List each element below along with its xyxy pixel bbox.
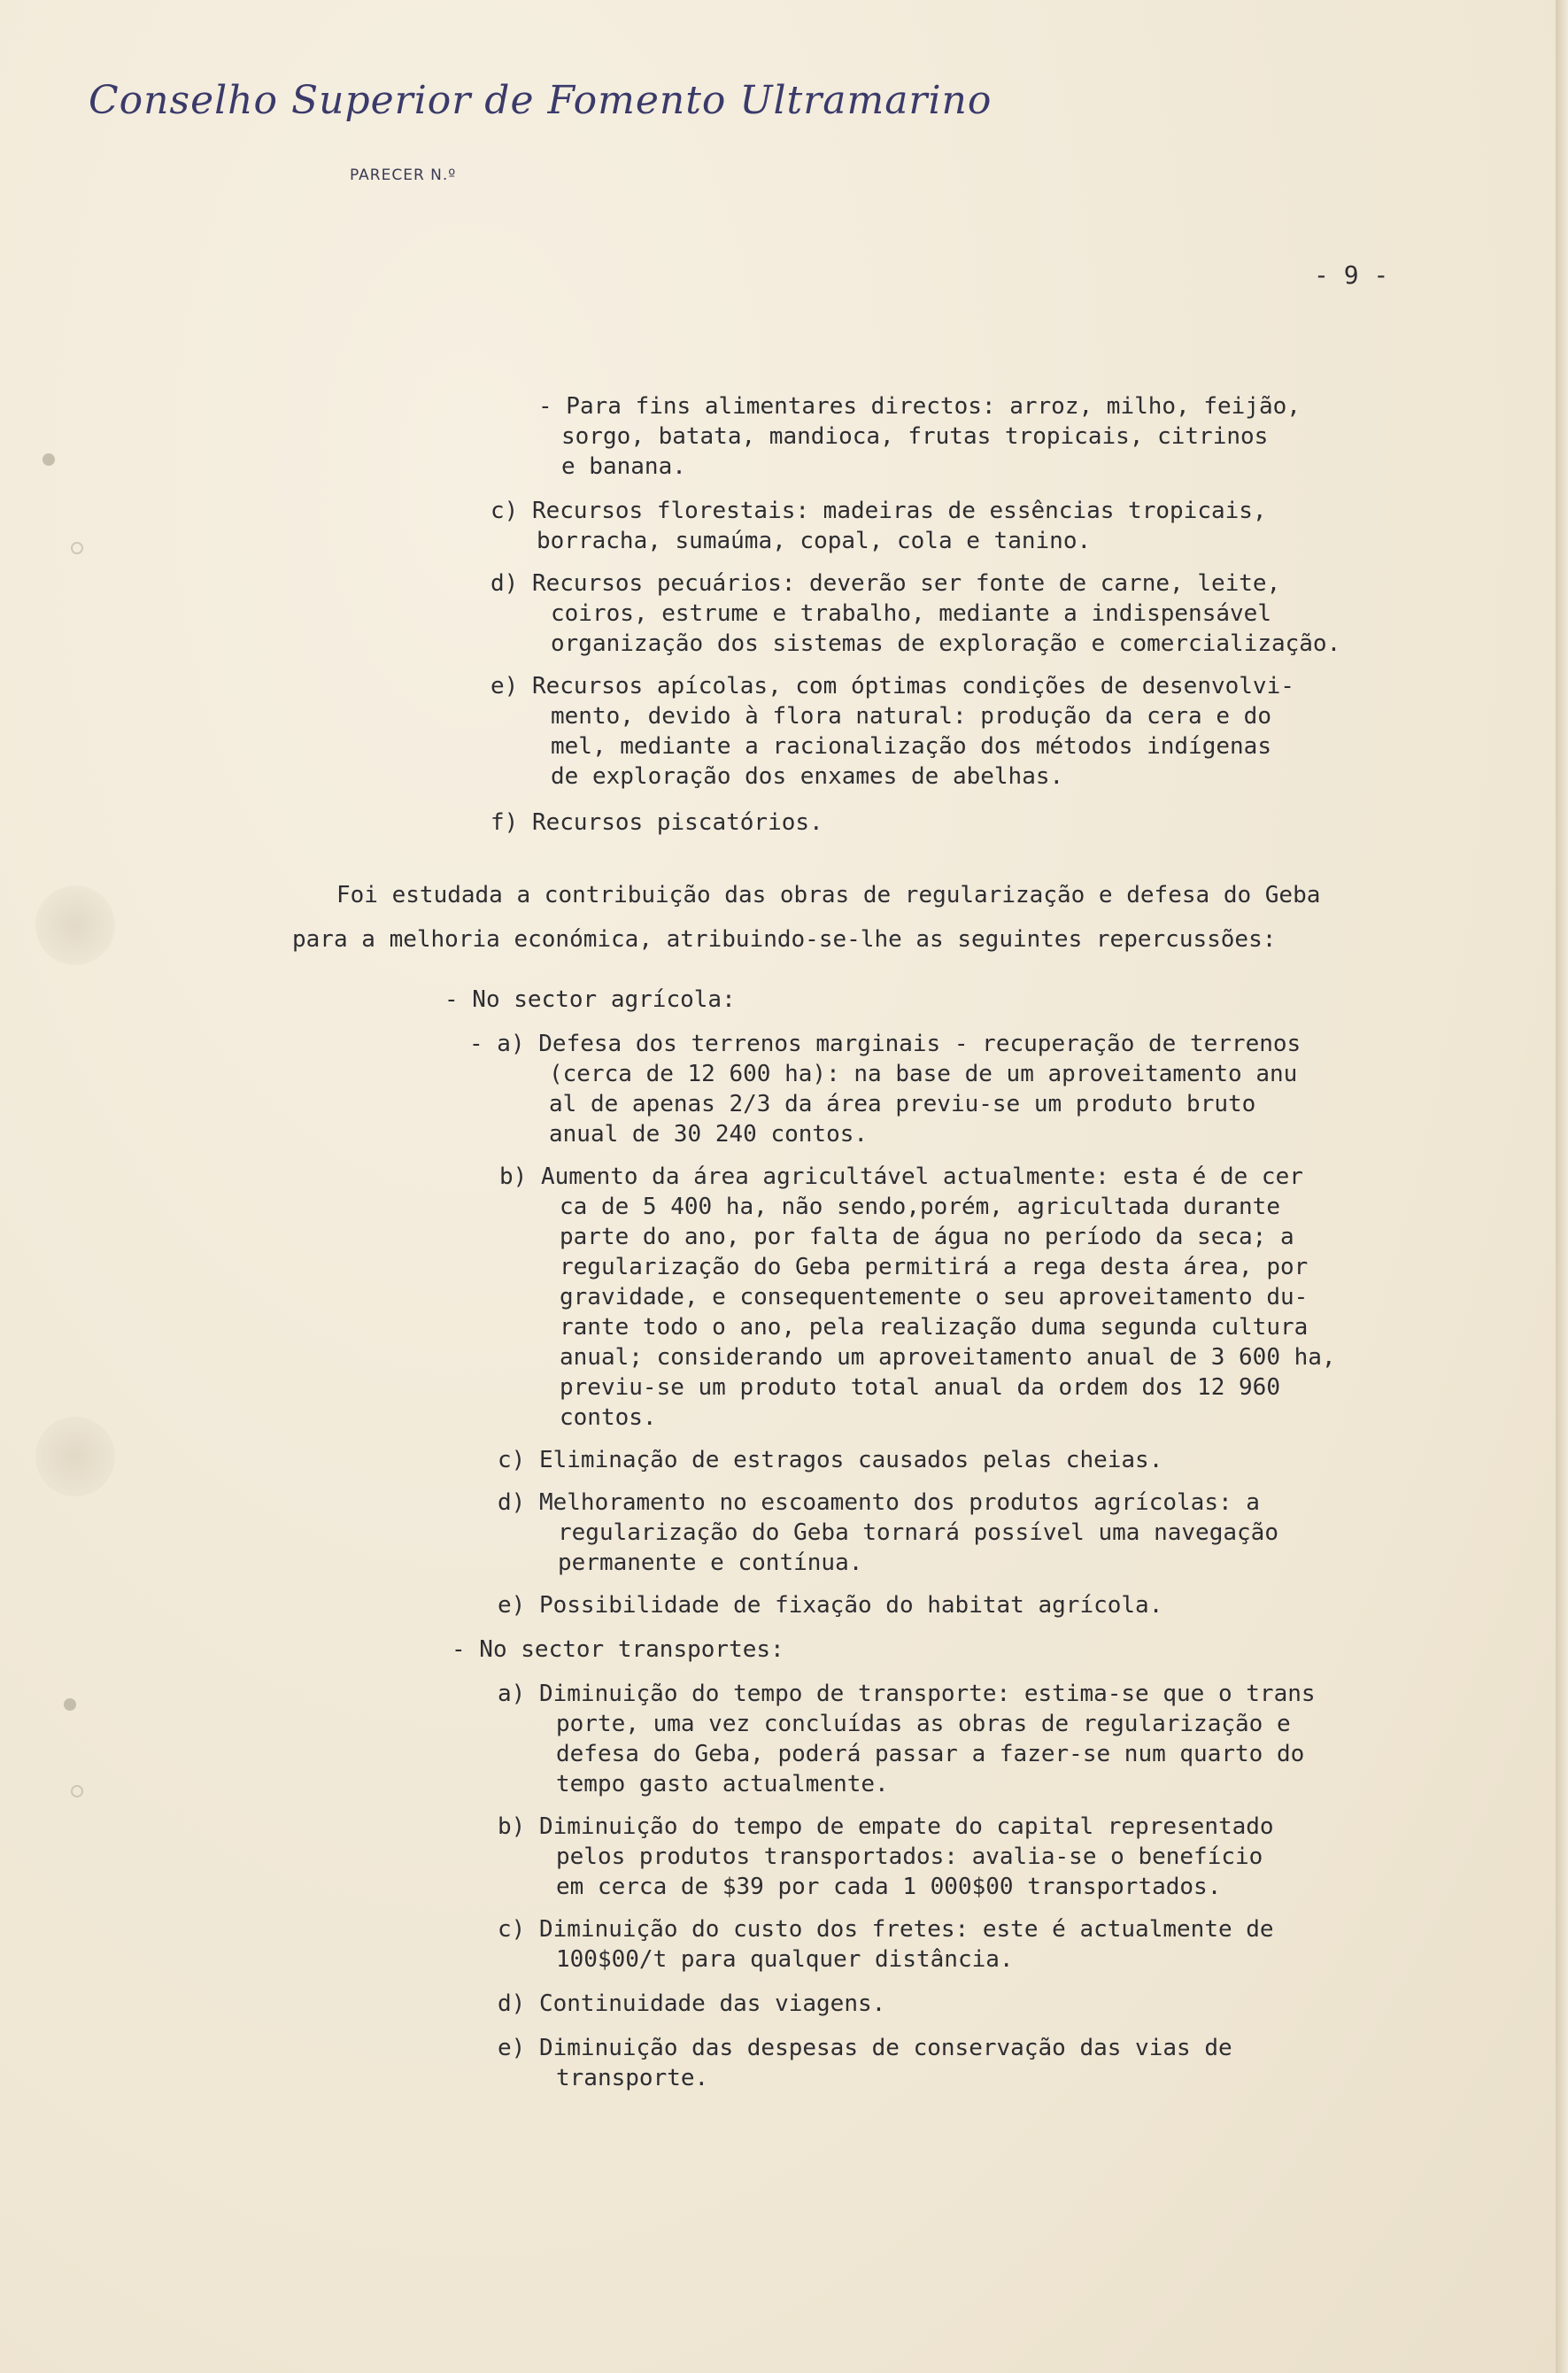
list-item: - Para fins alimentares directos: arroz, milho, feijão, sorgo, batata, mandioca, frutas tropicais, citrinos e banana. [538,393,1301,480]
list-item: c) Recursos florestais: madeiras de essências tropicais, borracha, sumaúma, copal, cola e tanino. [490,498,1267,554]
list-item: b) Aumento da área agricultável actualmente: esta é de cer ca de 5 400 ha, não sendo,porém, agricultada durante parte do ano, por falta de água no período da seca; a regularização do Geba permitirá a rega desta área, por gravidade, e consequentemente o seu aproveitamento du- rante todo o ano, pela realização duma segunda cultura anual; considerando um aproveitamento anual de 3 600 ha, previu-se um produto total anual da ordem dos 12 960 contos. [499,1163,1336,1431]
list-item: e) Recursos apícolas, com óptimas condições de desenvolvi- mento, devido à flora natural: produção da cera e do mel, mediante a racionalização dos métodos indígenas de exploração dos enxames de abelhas. [490,673,1294,790]
page-edge [1556,0,1568,2373]
section-heading: - No sector transportes: [452,1636,784,1663]
list-item: e) Diminuição das despesas de conservação das vias de transporte. [498,2035,1232,2091]
punch-hole [71,542,83,554]
list-item: - a) Defesa dos terrenos marginais - recuperação de terrenos (cerca de 12 600 ha): na base de um aproveitamento anu al de apenas 2/3 da área previu-se um produto bruto anual de 30 240 contos. [469,1031,1302,1148]
punch-hole [42,453,55,466]
list-item: d) Recursos pecuários: deverão ser fonte de carne, leite, coiros, estrume e trabalho, mediante a indispensável organização dos sistemas de exploração e comercialização. [490,570,1341,657]
letterhead: Conselho Superior de Fomento Ultramarino [89,78,993,123]
paragraph-line: para a melhoria económica, atribuindo-se-lhe as seguintes repercussões: [292,926,1277,953]
list-item: f) Recursos piscatórios. [490,809,823,836]
page-number: - 9 - [1314,260,1389,290]
paper-stain [35,885,115,965]
list-item: d) Melhoramento no escoamento dos produtos agrícolas: a regularização do Geba tornará possível uma navegação permanente e contínua. [498,1489,1278,1576]
punch-hole [71,1785,83,1797]
list-item: c) Eliminação de estragos causados pelas cheias. [498,1447,1163,1473]
paper-stain [35,1417,115,1496]
list-item: b) Diminuição do tempo de empate do capital representado pelos produtos transportados: avalia-se o benefício em cerca de $39 por cada 1 000$00 transportados. [498,1813,1274,1900]
section-heading: - No sector agrícola: [444,986,736,1013]
list-item: c) Diminuição do custo dos fretes: este é actualmente de 100$00/t para qualquer distância. [498,1916,1274,1973]
list-item: a) Diminuição do tempo de transporte: estima-se que o trans porte, uma vez concluídas as obras de regularização e defesa do Geba, poderá passar a fazer-se num quarto do tempo gasto actualmente. [498,1681,1316,1797]
punch-hole [64,1698,76,1711]
list-item: d) Continuidade das viagens. [498,1990,886,2017]
list-item: e) Possibilidade de fixação do habitat agrícola. [498,1592,1163,1619]
paragraph-line: Foi estudada a contribuição das obras de regularização e defesa do Geba [336,882,1321,908]
parecer-label: PARECER N.º [350,166,457,184]
